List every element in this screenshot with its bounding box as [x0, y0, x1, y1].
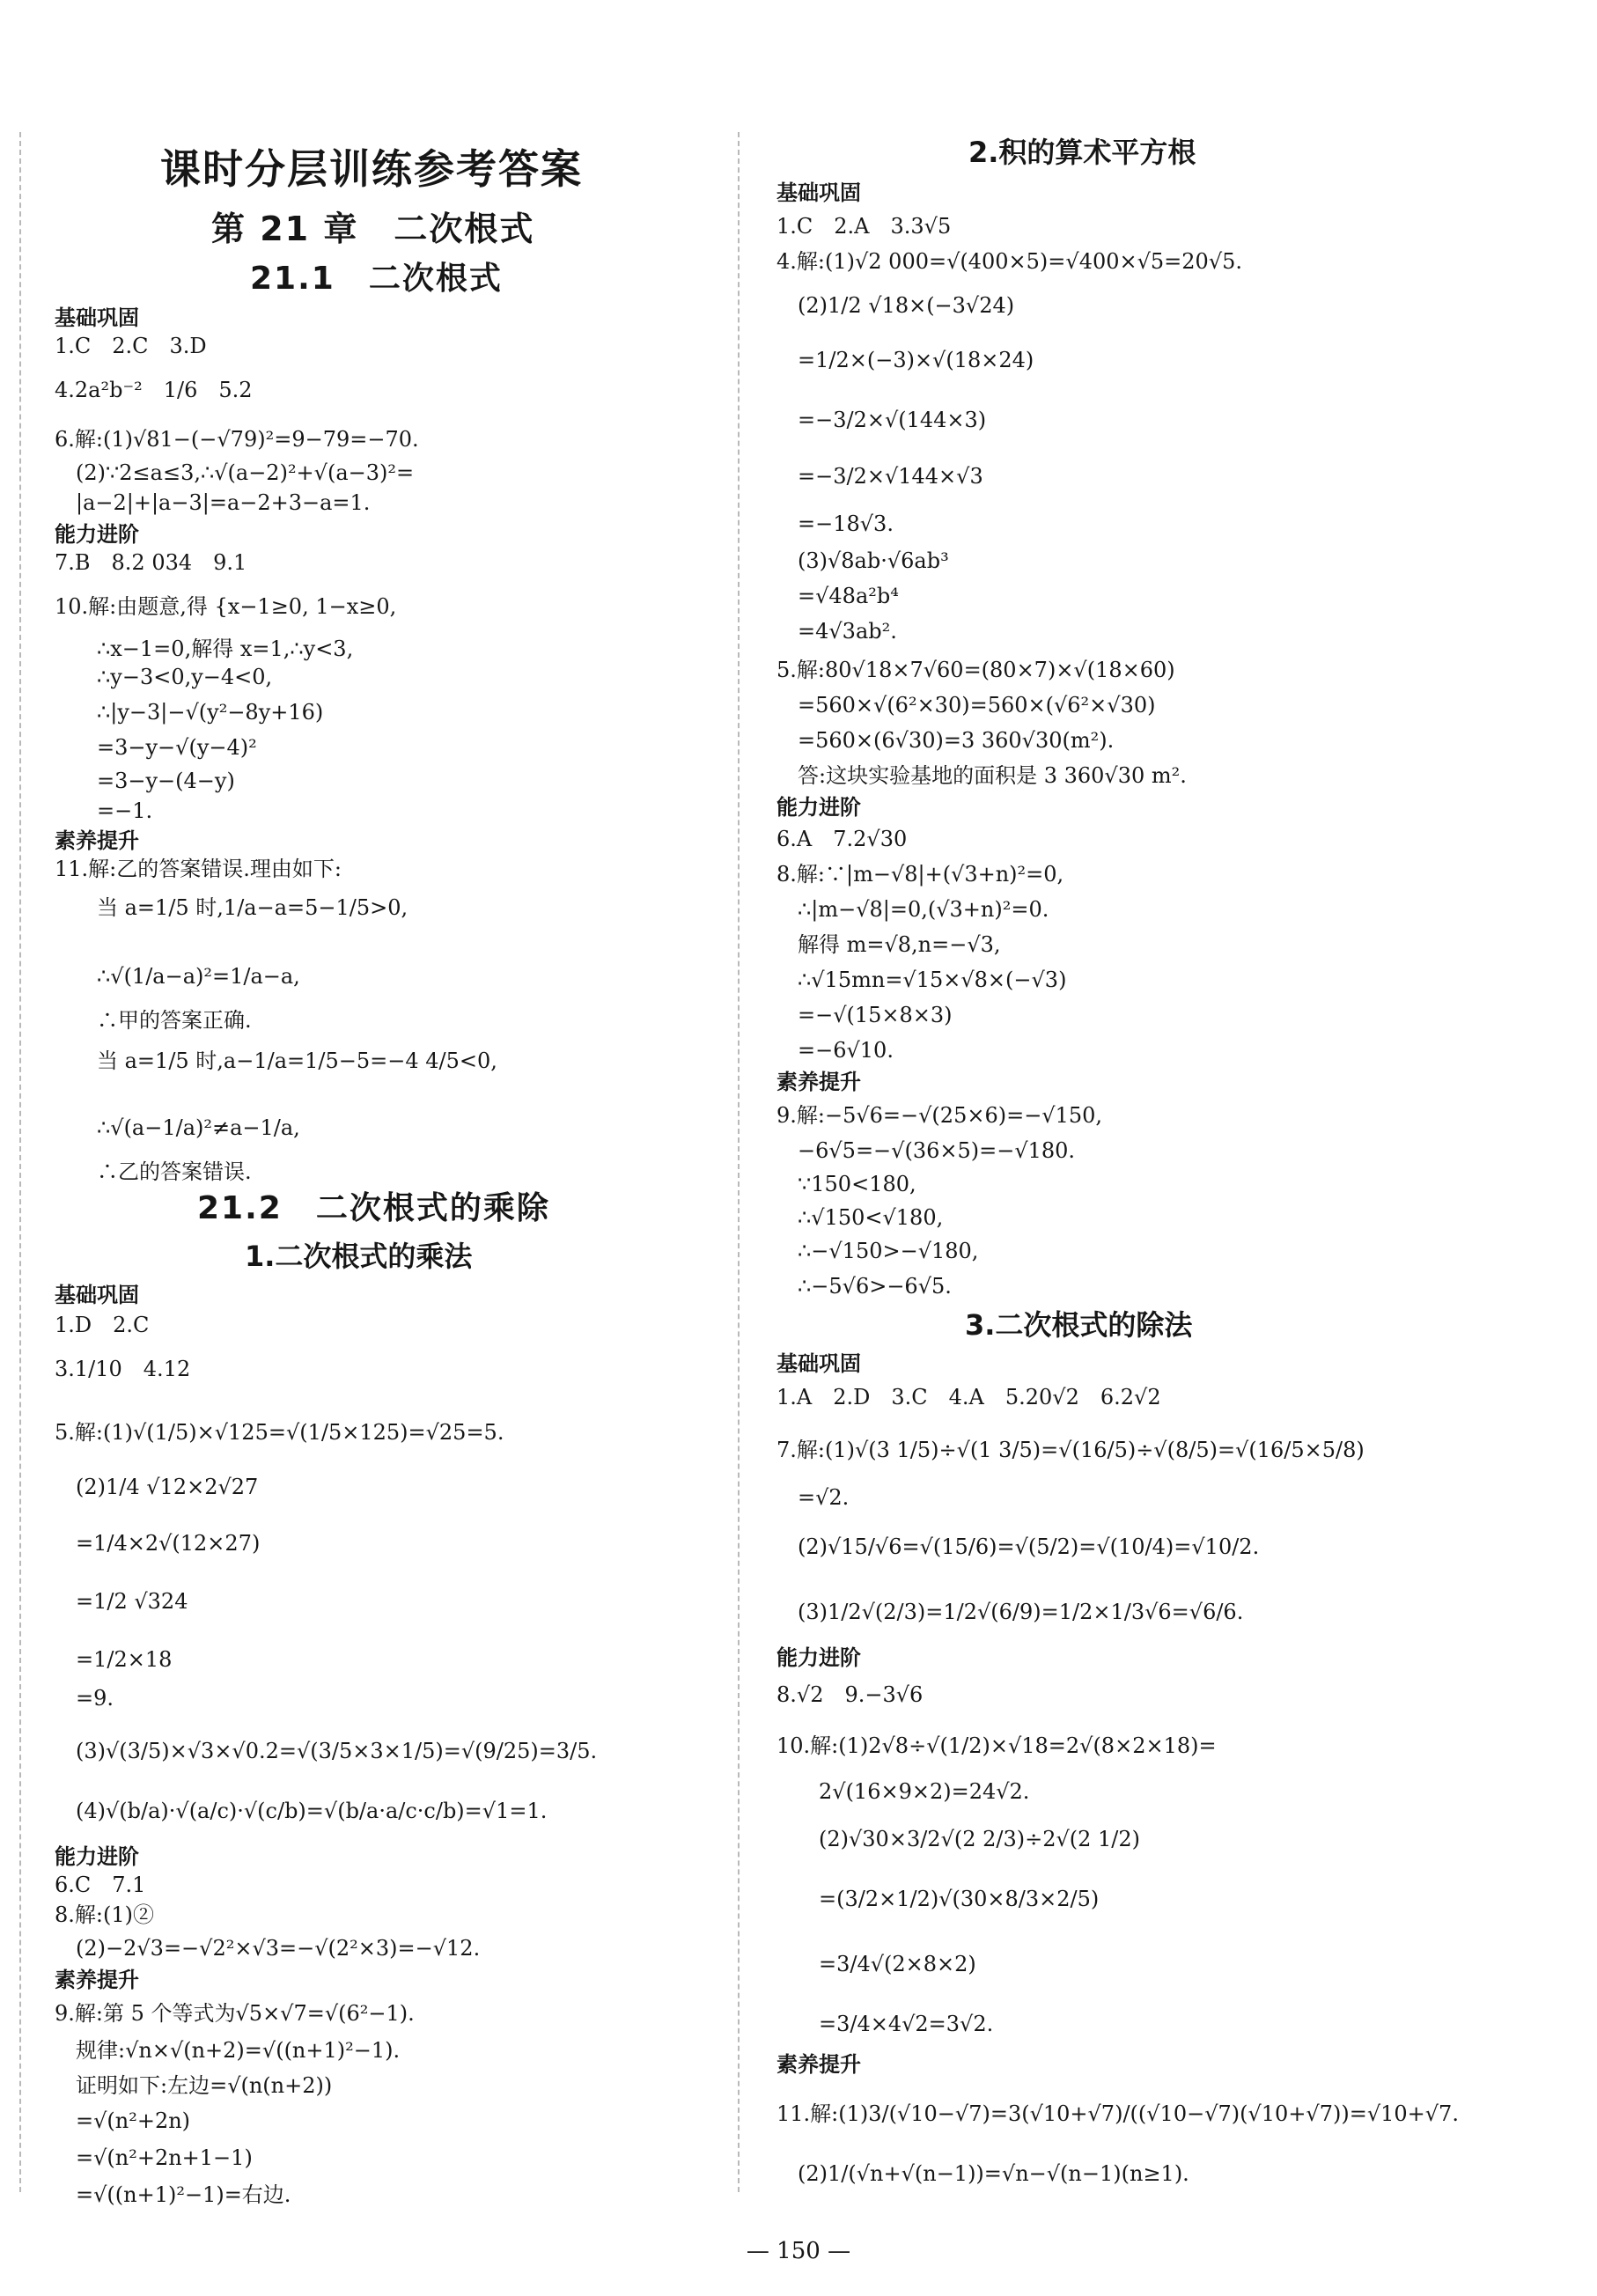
subsection-title: 1.二次根式的乘法	[245, 1240, 473, 1273]
page-number: — 150 —	[746, 2238, 851, 2264]
answer-line: =−3/2×√144×√3	[798, 464, 983, 489]
answer-line: =√48a²b⁴	[798, 584, 899, 608]
answer-line: 10.解:由题意,得 {x−1≥0, 1−x≥0,	[55, 594, 397, 619]
category-basic: 基础巩固	[776, 1351, 861, 1376]
section-title-21-2: 21.2 二次根式的乘除	[197, 1190, 550, 1226]
answer-line: ∴−5√6>−6√5.	[798, 1274, 952, 1299]
answer-line: 1.D 2.C	[55, 1313, 150, 1337]
category-basic: 基础巩固	[55, 1283, 139, 1307]
answer-line: =560×(6√30)=3 360√30(m²).	[798, 728, 1115, 753]
answer-line: (2)1/(√n+√(n−1))=√n−√(n−1)(n≥1).	[798, 2161, 1189, 2186]
answer-line: ∴√(1/a−a)²=1/a−a,	[97, 964, 300, 989]
answer-line: =−6√10.	[798, 1038, 894, 1063]
answer-line: 10.解:(1)2√8÷√(1/2)×√18=2√(8×2×18)=	[776, 1733, 1217, 1758]
answer-line: 9.解:第 5 个等式为√5×√7=√(6²−1).	[55, 2001, 415, 2026]
category-basic: 基础巩固	[776, 180, 861, 205]
answer-line: ∴−√150>−√180,	[798, 1239, 979, 1263]
answer-line: 6.C 7.1	[55, 1873, 146, 1897]
answer-line: ∴√(a−1/a)²≠a−1/a,	[97, 1115, 300, 1140]
answer-line: −6√5=−√(36×5)=−√180.	[798, 1138, 1076, 1163]
answer-line: =3−y−√(y−4)²	[97, 735, 257, 760]
answer-line: ∴y−3<0,y−4<0,	[97, 665, 273, 689]
column-divider	[738, 132, 740, 2192]
answer-line: 证明如下:左边=√(n(n+2))	[76, 2073, 333, 2098]
answer-line: (3)√(3/5)×√3×√0.2=√(3/5×3×1/5)=√(9/25)=3/5.	[76, 1739, 598, 1763]
answer-line: 3.1/10 4.12	[55, 1357, 191, 1381]
answer-line: 规律:√n×√(n+2)=√((n+1)²−1).	[76, 2038, 401, 2063]
answer-line: =3−y−(4−y)	[97, 769, 235, 793]
answer-line: ∴甲的答案正确.	[97, 1008, 252, 1033]
answer-line: 5.解:80√18×7√60=(80×7)×√(18×60)	[776, 658, 1175, 682]
answer-line: (2)√15/√6=√(15/6)=√(5/2)=√(10/4)=√10/2.	[798, 1534, 1260, 1559]
answer-line: =1/2 √324	[76, 1589, 188, 1614]
answer-line: =−√(15×8×3)	[798, 1003, 953, 1027]
answer-line: ∴x−1=0,解得 x=1,∴y<3,	[97, 637, 354, 661]
answer-line: |a−2|+|a−3|=a−2+3−a=1.	[76, 490, 371, 515]
category-literacy: 素养提升	[55, 828, 139, 853]
section-title-21-1: 21.1 二次根式	[250, 261, 503, 297]
answer-line: 7.解:(1)√(3 1/5)÷√(1 3/5)=√(16/5)÷√(8/5)=√(16/5×5/8)	[776, 1438, 1365, 1462]
answer-line: 1.C 2.A 3.3√5	[776, 214, 952, 239]
answer-line: ∴乙的答案错误.	[97, 1159, 252, 1184]
answer-line: =−3/2×√(144×3)	[798, 408, 987, 432]
main-title: 课时分层训练参考答案	[160, 145, 583, 193]
answer-line: 1.C 2.C 3.D	[55, 334, 207, 358]
answer-line: 8.解:(1)②	[55, 1902, 154, 1927]
chapter-title: 第 21 章 二次根式	[211, 210, 535, 248]
answer-line: 4.解:(1)√2 000=√(400×5)=√400×√5=20√5.	[776, 249, 1243, 274]
category-ability: 能力进阶	[55, 522, 139, 547]
subsection-title: 3.二次根式的除法	[965, 1308, 1193, 1342]
answer-line: (3)√8ab·√6ab³	[798, 548, 949, 573]
category-literacy: 素养提升	[776, 2052, 861, 2077]
category-literacy: 素养提升	[55, 1968, 139, 1992]
answer-line: =√(n²+2n)	[76, 2108, 191, 2133]
answer-line: 4.2a²b⁻² 1/6 5.2	[55, 378, 253, 402]
answer-line: ∴|m−√8|=0,(√3+n)²=0.	[798, 897, 1049, 922]
answer-line: =−1.	[97, 798, 153, 823]
answer-line: =560×√(6²×30)=560×(√6²×√30)	[798, 693, 1156, 718]
answer-line: 当 a=1/5 时,a−1/a=1/5−5=−4 4/5<0,	[97, 1049, 497, 1073]
answer-line: (3)1/2√(2/3)=1/2√(6/9)=1/2×1/3√6=√6/6.	[798, 1600, 1244, 1624]
answer-line: ∵150<180,	[798, 1172, 916, 1196]
answer-line: =√(n²+2n+1−1)	[76, 2145, 253, 2170]
answer-line: =1/2×18	[76, 1647, 173, 1672]
answer-line: (2)1/2 √18×(−3√24)	[798, 293, 1015, 318]
answer-line: 9.解:−5√6=−√(25×6)=−√150,	[776, 1103, 1103, 1128]
category-basic: 基础巩固	[55, 305, 139, 330]
answer-line: (2)1/4 √12×2√27	[76, 1475, 259, 1499]
answer-line: ∴|y−3|−√(y²−8y+16)	[97, 700, 324, 725]
answer-line: 1.A 2.D 3.C 4.A 5.20√2 6.2√2	[776, 1385, 1161, 1409]
answer-line: =3/4√(2×8×2)	[819, 1952, 976, 1976]
answer-line: ∴√150<√180,	[798, 1205, 944, 1230]
answer-line: 当 a=1/5 时,1/a−a=5−1/5>0,	[97, 895, 408, 920]
left-margin-rule	[19, 132, 21, 2192]
answer-line: (2)∵2≤a≤3,∴√(a−2)²+√(a−3)²=	[76, 460, 415, 485]
answer-line: 6.解:(1)√81−(−√79)²=9−79=−70.	[55, 427, 419, 452]
answer-line: 11.解:(1)3/(√10−√7)=3(√10+√7)/((√10−√7)(√10+√7))=√10+√7.	[776, 2101, 1459, 2126]
answer-line: 解得 m=√8,n=−√3,	[798, 932, 1001, 957]
category-literacy: 素养提升	[776, 1070, 861, 1094]
answer-line: (2)√30×3/2√(2 2/3)÷2√(2 1/2)	[819, 1827, 1141, 1851]
answer-line: 答:这块实验基地的面积是 3 360√30 m².	[798, 763, 1187, 788]
answer-line: =−18√3.	[798, 511, 894, 536]
answer-line: 2√(16×9×2)=24√2.	[819, 1779, 1030, 1804]
answer-line: =√((n+1)²−1)=右边.	[76, 2182, 291, 2207]
answer-line: =4√3ab².	[798, 619, 897, 644]
category-ability: 能力进阶	[776, 1645, 861, 1670]
answer-line: =3/4×4√2=3√2.	[819, 2012, 994, 2036]
answer-line: (2)−2√3=−√2²×√3=−√(2²×3)=−√12.	[76, 1936, 481, 1961]
subsection-title: 2.积的算术平方根	[968, 136, 1196, 169]
answer-line: =(3/2×1/2)√(30×8/3×2/5)	[819, 1887, 1100, 1911]
answer-line: (4)√(b/a)·√(a/c)·√(c/b)=√(b/a·a/c·c/b)=√1=1.	[76, 1799, 548, 1823]
answer-line: 6.A 7.2√30	[776, 827, 908, 851]
answer-line: =9.	[76, 1686, 114, 1711]
answer-line: =1/4×2√(12×27)	[76, 1531, 261, 1556]
category-ability: 能力进阶	[776, 795, 861, 820]
answer-line: 5.解:(1)√(1/5)×√125=√(1/5×125)=√25=5.	[55, 1420, 504, 1445]
answer-line: 8.解:∵|m−√8|+(√3+n)²=0,	[776, 862, 1064, 887]
answer-line: 8.√2 9.−3√6	[776, 1682, 924, 1707]
answer-line: ∴√15mn=√15×√8×(−√3)	[798, 968, 1067, 992]
category-ability: 能力进阶	[55, 1844, 139, 1869]
answer-line: =√2.	[798, 1485, 850, 1510]
answer-line: 11.解:乙的答案错误.理由如下:	[55, 857, 342, 881]
answer-line: =1/2×(−3)×√(18×24)	[798, 348, 1034, 372]
answer-line: 7.B 8.2 034 9.1	[55, 550, 247, 575]
